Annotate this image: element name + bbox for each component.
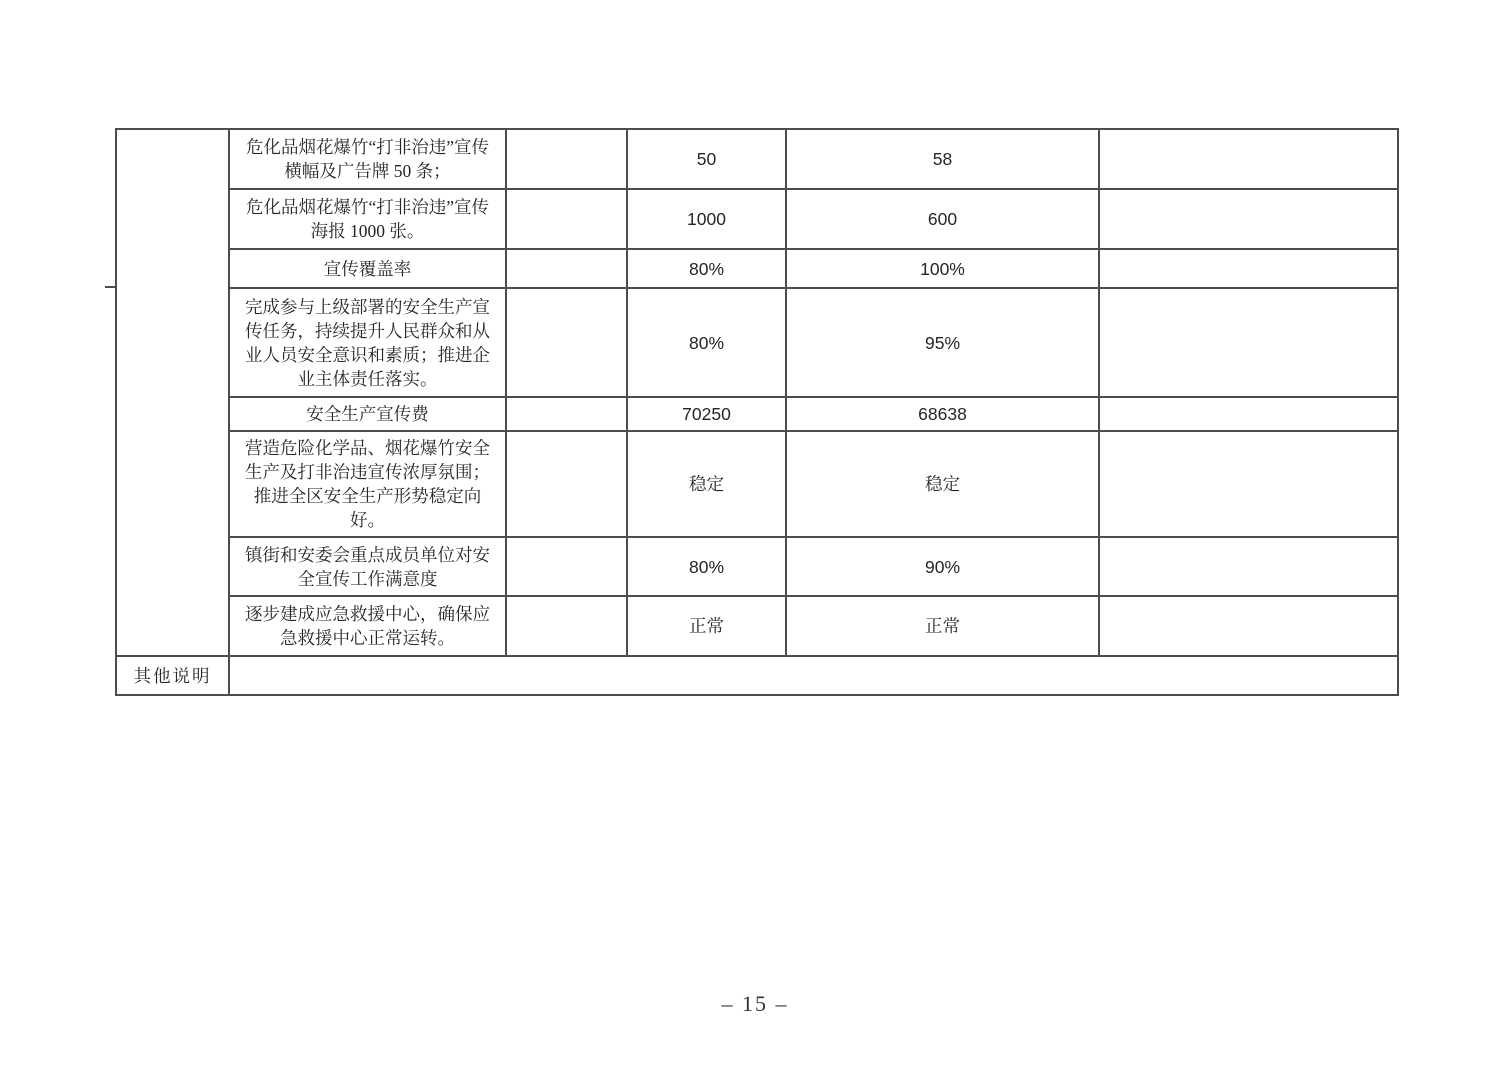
value-cell-2: 68638 xyxy=(786,397,1099,431)
value-cell-2: 600 xyxy=(786,189,1099,249)
value-cell-1: 1000 xyxy=(627,189,786,249)
table-row xyxy=(116,596,1398,656)
table-row xyxy=(116,288,1398,397)
empty-cell xyxy=(1099,596,1398,656)
table-row xyxy=(116,397,1398,431)
empty-cell xyxy=(506,431,627,537)
table-row xyxy=(116,537,1398,596)
value-cell-2: 100% xyxy=(786,249,1099,288)
empty-cell xyxy=(506,189,627,249)
indicator-description: 宣传覆盖率 xyxy=(229,249,506,288)
value-cell-1: 正常 xyxy=(627,596,786,656)
value-cell-1: 80% xyxy=(627,249,786,288)
other-note-row xyxy=(116,656,1398,695)
table-row xyxy=(116,249,1398,288)
empty-cell xyxy=(1099,129,1398,189)
table-row xyxy=(116,129,1398,189)
value-cell-1: 70250 xyxy=(627,397,786,431)
value-cell-2: 58 xyxy=(786,129,1099,189)
value-cell-1: 80% xyxy=(627,537,786,596)
empty-cell xyxy=(506,129,627,189)
indicator-description: 危化品烟花爆竹“打非治违”宣传海报 1000 张。 xyxy=(229,189,506,249)
indicator-description: 完成参与上级部署的安全生产宣传任务，持续提升人民群众和从业人员安全意识和素质；推进企业主体责任落实。 xyxy=(229,288,506,397)
empty-cell xyxy=(506,397,627,431)
page-number: – 15 – xyxy=(721,991,789,1016)
other-note-content xyxy=(229,656,1398,695)
merged-left-column-cell xyxy=(116,129,229,656)
empty-cell xyxy=(1099,288,1398,397)
value-cell-2: 正常 xyxy=(786,596,1099,656)
value-cell-2: 95% xyxy=(786,288,1099,397)
value-cell-1: 80% xyxy=(627,288,786,397)
value-cell-1: 50 xyxy=(627,129,786,189)
empty-cell xyxy=(506,249,627,288)
empty-cell xyxy=(1099,249,1398,288)
indicator-description: 危化品烟花爆竹“打非治违”宣传横幅及广告牌 50 条； xyxy=(229,129,506,189)
empty-cell xyxy=(506,537,627,596)
table-row xyxy=(116,189,1398,249)
empty-cell xyxy=(1099,189,1398,249)
value-cell-1: 稳定 xyxy=(627,431,786,537)
other-note-label: 其他说明 xyxy=(116,656,229,695)
empty-cell xyxy=(1099,397,1398,431)
empty-cell xyxy=(506,288,627,397)
empty-cell xyxy=(1099,431,1398,537)
left-border-tick xyxy=(105,286,116,288)
indicator-description: 安全生产宣传费 xyxy=(229,397,506,431)
performance-indicator-table xyxy=(115,128,1399,696)
value-cell-2: 稳定 xyxy=(786,431,1099,537)
empty-cell xyxy=(506,596,627,656)
empty-cell xyxy=(1099,537,1398,596)
indicator-description: 镇街和安委会重点成员单位对安全宣传工作满意度 xyxy=(229,537,506,596)
indicator-description: 逐步建成应急救援中心，确保应急救援中心正常运转。 xyxy=(229,596,506,656)
indicator-description: 营造危险化学品、烟花爆竹安全生产及打非治违宣传浓厚氛围；推进全区安全生产形势稳定向好。 xyxy=(229,431,506,537)
table-row xyxy=(116,431,1398,537)
value-cell-2: 90% xyxy=(786,537,1099,596)
